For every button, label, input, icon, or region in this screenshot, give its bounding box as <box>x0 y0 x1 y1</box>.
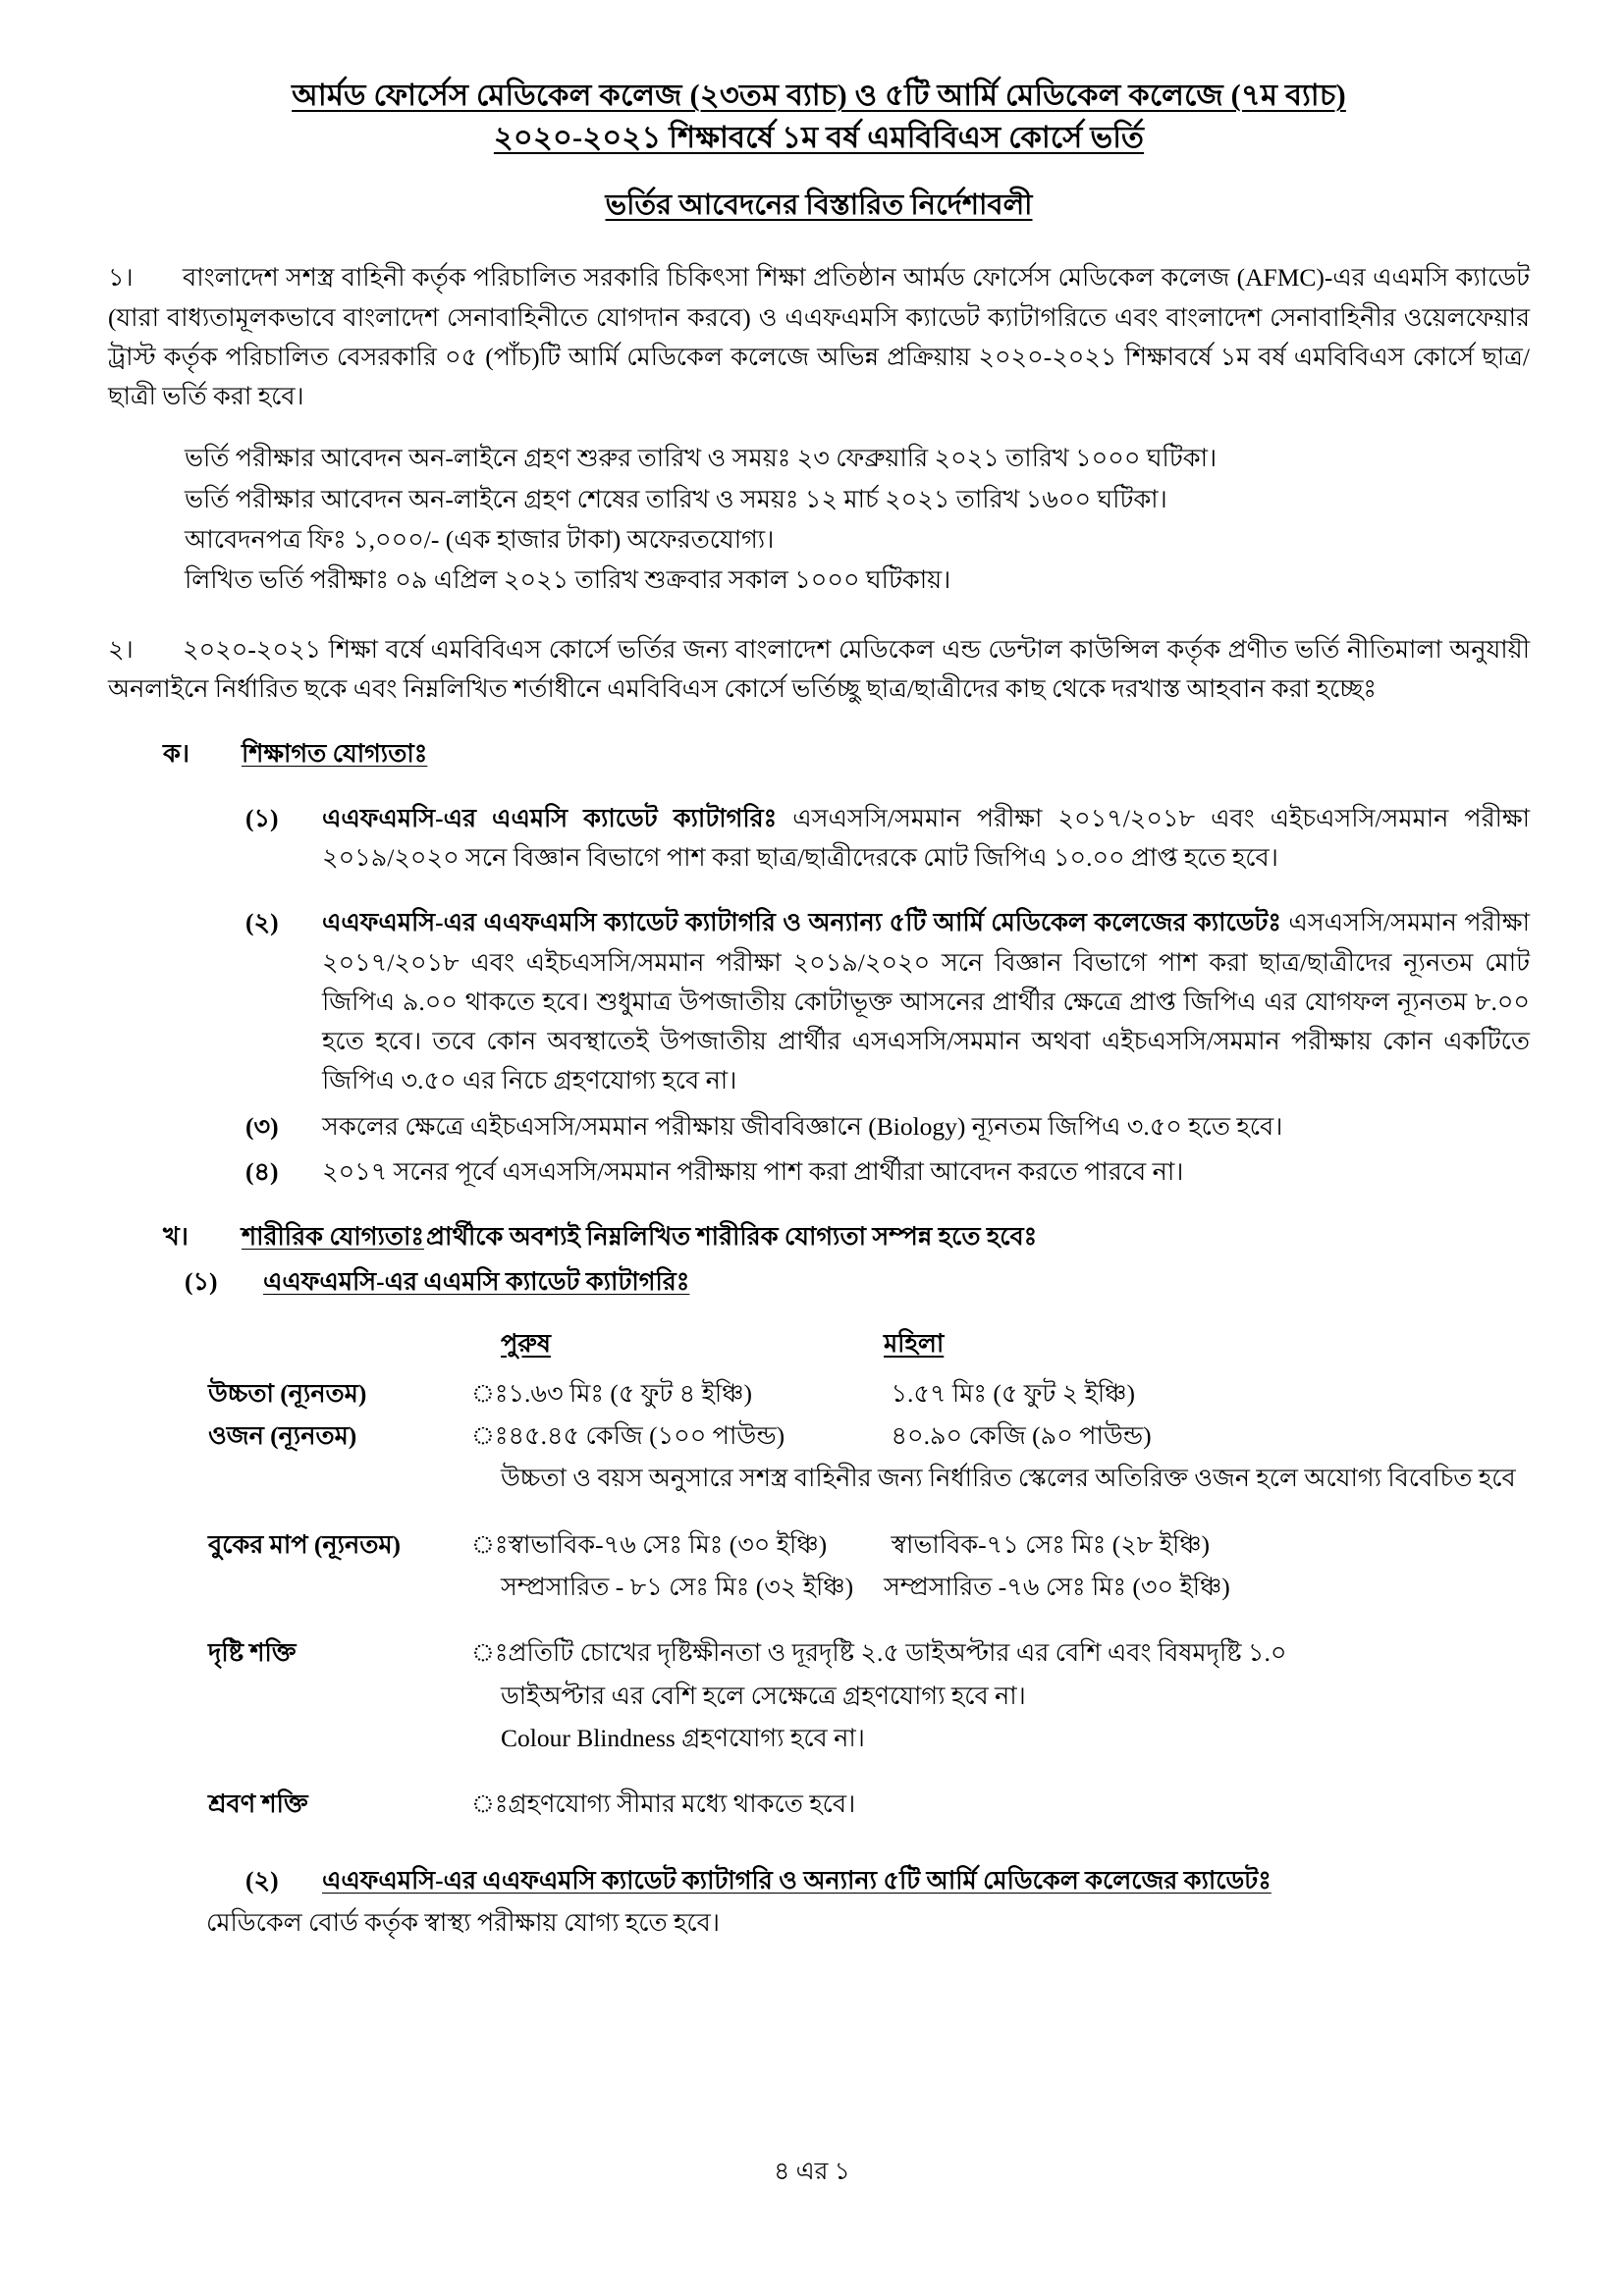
edu-item-2-lead: এএফএমসি-এর এএফএমসি ক্যাডেট ক্যাটাগরি ও অন্যান্য ৫টি আর্মি মেডিকেল কলেজের ক্যাডেটঃ <box>322 908 1282 937</box>
edu-item-3-marker: (৩) <box>245 1111 279 1141</box>
colour-blindness-term: Colour Blindness <box>501 1723 676 1752</box>
phys-row-chest-label: বুকের মাপ (ন্যূনতম) <box>208 1529 402 1559</box>
phys-note-label-blank <box>208 1458 471 1498</box>
paragraph-2-text: ২০২০-২০২১ শিক্ষা বর্ষে এমবিবিএস কোর্সে ভর্তির জন্য বাংলাদেশ মেডিকেল এন্ড ডেন্টাল কাউন্সিল কর্তৃক প্রণীত ভর্তি নীতিমালা অনুযায়ী অনলাইনে নির্ধারিত ছকে এবং নিম্নলিখিত শর্তাধীনে এমবিবিএস কোর্সে ভর্তিচ্ছু ছাত্র/ছাত্রীদের কাছ থেকে দরখাস্ত আহবান করা হচ্ছেঃ <box>108 634 1530 703</box>
section-ka-marker: ক। <box>163 739 189 769</box>
section-kha-title-rest: প্রার্থীকে অবশ্যই নিম্নলিখিত শারীরিক যোগ্যতা সম্পন্ন হতে হবেঃ <box>426 1222 1038 1252</box>
edu-item-2-body <box>322 903 1530 1100</box>
phys-row-weight-label: ওজন (ন্যূনতম) <box>208 1421 357 1451</box>
phys-table-header <box>208 1324 1530 1363</box>
phys-row-chest-colon: ঃ <box>471 1529 509 1559</box>
phys-row-height-colon: ঃ <box>471 1378 509 1408</box>
section-physical-qualification <box>108 1217 1530 1943</box>
edu-item-1 <box>245 799 1530 879</box>
paragraph-2 <box>108 630 1530 710</box>
phys-row-chest-expanded <box>208 1567 1530 1607</box>
phys-row-vision-line2 <box>208 1676 1530 1716</box>
phys-item-1-title: এএফএমসি-এর এএমসি ক্যাডেট ক্যাটাগরিঃ <box>263 1266 690 1296</box>
edu-item-1-marker: (১) <box>245 803 279 832</box>
phys-item-2-title: এএফএমসি-এর এএফএমসি ক্যাডেট ক্যাটাগরি ও অন্যান্য ৫টি আর্মি মেডিকেল কলেজের ক্যাডেটঃ <box>322 1866 1272 1896</box>
section-kha-title: শারীরিক যোগ্যতাঃ <box>242 1222 425 1252</box>
phys-chest-normal-female: স্বাভাবিক-৭১ সেঃ মিঃ (২৮ ইঞ্চি) <box>891 1529 1211 1559</box>
phys-item-2-note: মেডিকেল বোর্ড কর্তৃক স্বাস্থ্য পরীক্ষায় যোগ্য হতে হবে। <box>206 1907 720 1937</box>
phys-row-hearing-label: শ্রবণ শক্তি <box>208 1789 308 1819</box>
section-ka-title: শিক্ষাগত যোগ্যতাঃ <box>242 739 428 769</box>
paragraph-1-number: ১। <box>108 263 134 293</box>
title-line-1: আর্মড ফোর্সেস মেডিকেল কলেজ (২৩তম ব্যাচ) ও ৫টি আর্মি মেডিকেল কলেজে (৭ম ব্যাচ) <box>292 79 1346 112</box>
edu-item-4 <box>245 1152 1530 1192</box>
phys-row-weight-male: ৪৫.৪৫ কেজি (১০০ পাউন্ড) <box>508 1421 785 1451</box>
phys-item-2-marker: (২) <box>245 1866 279 1896</box>
phys-colour-blindness-label-blank <box>208 1718 471 1758</box>
phys-vision-line-1: প্রতিটি চোখের দৃষ্টিক্ষীনতা ও দূরদৃষ্টি ২.৫ ডাইঅপ্টার এর বেশি এবং বিষমদৃষ্টি ১.০ <box>508 1638 1287 1668</box>
phys-row-hearing <box>208 1784 1530 1824</box>
written-exam-date: লিখিত ভর্তি পরীক্ষাঃ ০৯ এপ্রিল ২০২১ তারিখ শুক্রবার সকাল ১০০০ ঘটিকায়। <box>185 565 951 595</box>
application-fee: আবেদনপত্র ফিঃ ১,০০০/- (এক হাজার টাকা) অফেরতযোগ্য। <box>185 525 775 554</box>
document-title <box>108 77 1530 157</box>
phys-header-male: পুরুষ <box>501 1329 551 1359</box>
edu-item-2-text: এসএসসি/সমমান পরীক্ষা ২০১৭/২০১৮ এবং এইচএসসি/সমমান পরীক্ষা ২০১৯/২০২০ সনে বিজ্ঞান বিভাগে পাশ করা ছাত্র/ছাত্রীদের ন্যূনতম মোট জিপিএ ৯.০০ থাকতে হবে। শুধুমাত্র উপজাতীয় কোটাভূক্ত আসনের প্রার্থীর ক্ষেত্রে প্রাপ্ত জিপিএ এর যোগফল ন্যূনতম ৮.০০ হতে হবে। তবে কোন অবস্থাতেই উপজাতীয় প্রার্থীর এসএসসি/সমমান অথবা এইচএসসি/সমমান পরীক্ষায় কোন একটিতে জিপিএ ৩.৫০ এর নিচে গ্রহণযোগ্য হবে না। <box>322 908 1530 1095</box>
phys-row-height-female: ১.৫৭ মিঃ (৫ ফুট ২ ইঞ্চি) <box>891 1378 1135 1408</box>
edu-item-2 <box>245 903 1530 1100</box>
edu-item-3 <box>245 1107 1530 1147</box>
phys-chest-expanded-female: সম্প্রসারিত -৭৬ সেঃ মিঃ (৩০ ইঞ্চি) <box>884 1572 1230 1601</box>
edu-item-3-text: সকলের ক্ষেত্রে এইচএসসি/সমমান পরীক্ষায় জীববিজ্ঞানে (Biology) ন্যূনতম জিপিএ ৩.৫০ হতে হবে। <box>322 1111 1283 1141</box>
edu-item-4-text: ২০১৭ সনের পূর্বে এসএসসি/সমমান পরীক্ষায় পাশ করা প্রার্থীরা আবেদন করতে পারবে না। <box>322 1156 1184 1186</box>
edu-item-1-body <box>322 799 1530 879</box>
edu-item-2-marker: (২) <box>245 908 279 937</box>
phys-row-height <box>208 1373 1530 1414</box>
page-indicator: ৪ এর ১ <box>774 2159 850 2185</box>
paragraph-1-text: বাংলাদেশ সশস্ত্র বাহিনী কর্তৃক পরিচালিত সরকারি চিকিৎসা শিক্ষা প্রতিষ্ঠান আর্মড ফোর্সেস মেডিকেল কলেজ (AFMC)-এর এএমসি ক্যাডেট (যারা বাধ্যতামূলকভাবে বাংলাদেশ সেনাবাহিনীতে যোগদান করবে) ও এএফএমসি ক্যাডেট ক্যাটাগরিতে এবং বাংলাদেশ সেনাবাহিনীর ওয়েলফেয়ার ট্রাস্ট কর্তৃক পরিচালিত বেসরকারি ০৫ (পাঁচ)টি আর্মি মেডিকেল কলেজে অভিন্ন প্রক্রিয়ায় ২০২০-২০২১ শিক্ষাবর্ষে ১ম বর্ষ এমবিবিএস কোর্সে ছাত্র/ছাত্রী ভর্তি করা হবে। <box>108 263 1530 411</box>
phys-chest-expanded-colon-blank <box>471 1567 501 1607</box>
phys-row-weight-note <box>208 1458 1530 1498</box>
phys-item-1-heading <box>185 1262 1530 1302</box>
section-ka-heading <box>163 734 1530 774</box>
phys-item-1-marker: (১) <box>185 1266 218 1296</box>
phys-header-colon-blank <box>471 1324 501 1363</box>
phys-vision-line-2: ডাইঅপ্টার এর বেশি হলে সেক্ষেত্রে গ্রহণযোগ্য হবে না। <box>501 1681 1026 1710</box>
phys-note-colon-blank <box>471 1458 501 1498</box>
phys-weight-note-text: উচ্চতা ও বয়স অনুসারে সশস্ত্র বাহিনীর জন্য নির্ধারিত স্কেলের অতিরিক্ত ওজন হলে অযোগ্য বিবেচিত হবে <box>501 1464 1516 1493</box>
colour-blindness-rest: গ্রহণযোগ্য হবে না। <box>675 1723 865 1752</box>
edu-item-1-lead: এএফএমসি-এর এএমসি ক্যাডেট ক্যাটাগরিঃ <box>322 803 778 832</box>
phys-vision-line2-colon-blank <box>471 1676 501 1716</box>
section-kha-heading <box>163 1217 1530 1256</box>
section-kha-heading-text <box>242 1217 1037 1256</box>
phys-chest-normal-male: স্বাভাবিক-৭৬ সেঃ মিঃ (৩০ ইঞ্চি) <box>508 1529 828 1559</box>
section-kha-marker: খ। <box>163 1222 189 1252</box>
phys-header-female: মহিলা <box>884 1329 945 1359</box>
paragraph-1 <box>108 258 1530 416</box>
key-date-application-start: ভর্তি পরীক্ষার আবেদন অন-লাইনে গ্রহণ শুরুর তারিখ ও সময়ঃ ২৩ ফেব্রুয়ারি ২০২১ তারিখ ১০০০ ঘটিকা। <box>185 444 1218 473</box>
phys-chest-expanded-label-blank <box>208 1567 471 1607</box>
key-date-application-end: ভর্তি পরীক্ষার আবেদন অন-লাইনে গ্রহণ শেষের তারিখ ও সময়ঃ ১২ মার্চ ২০২১ তারিখ ১৬০০ ঘটিকা। <box>185 484 1167 513</box>
phys-item-2-heading <box>245 1861 1530 1900</box>
paragraph-2-number: ২। <box>108 634 134 664</box>
phys-row-hearing-colon: ঃ <box>471 1789 509 1819</box>
phys-row-vision <box>208 1632 1530 1673</box>
phys-chest-expanded-male: সম্প্রসারিত - ৮১ সেঃ মিঃ (৩২ ইঞ্চি) <box>501 1572 854 1601</box>
phys-colour-blindness-line <box>501 1718 865 1758</box>
document-subtitle: ভর্তির আবেদনের বিস্তারিত নির্দেশাবলী <box>605 189 1033 222</box>
edu-item-1-text: এসএসসি/সমমান পরীক্ষা ২০১৭/২০১৮ এবং এইচএসসি/সমমান পরীক্ষা ২০১৯/২০২০ সনে বিজ্ঞান বিভাগে পাশ করা ছাত্র/ছাত্রীদেরকে মোট জিপিএ ১০.০০ প্রাপ্ত হতে হবে। <box>322 803 1530 872</box>
edu-item-4-marker: (৪) <box>245 1156 279 1186</box>
phys-row-hearing-value: গ্রহণযোগ্য সীমার মধ্যে থাকতে হবে। <box>508 1789 856 1819</box>
phys-colour-blindness-colon-blank <box>471 1718 501 1758</box>
phys-header-blank <box>208 1324 471 1363</box>
phys-row-height-male: ১.৬৩ মিঃ (৫ ফুট ৪ ইঞ্চি) <box>508 1378 752 1408</box>
phys-vision-line2-label-blank <box>208 1676 471 1716</box>
page-footer <box>0 2152 1624 2194</box>
title-line-2: ২০২০-২০২১ শিক্ষাবর্ষে ১ম বর্ষ এমবিবিএস কোর্সে ভর্তি <box>493 120 1145 154</box>
phys-row-weight <box>208 1415 1530 1456</box>
section-educational-qualification <box>108 734 1530 1192</box>
phys-row-vision-label: দৃষ্টি শক্তি <box>208 1638 297 1668</box>
phys-row-height-label: উচ্চতা (ন্যূনতম) <box>208 1378 367 1408</box>
phys-row-colour-blindness <box>208 1718 1530 1758</box>
phys-row-chest-normal <box>208 1524 1530 1565</box>
phys-row-weight-female: ৪০.৯০ কেজি (৯০ পাউন্ড) <box>891 1421 1152 1451</box>
key-dates-block <box>185 438 1530 600</box>
phys-row-weight-colon: ঃ <box>471 1421 509 1451</box>
phys-row-vision-colon: ঃ <box>471 1638 509 1668</box>
